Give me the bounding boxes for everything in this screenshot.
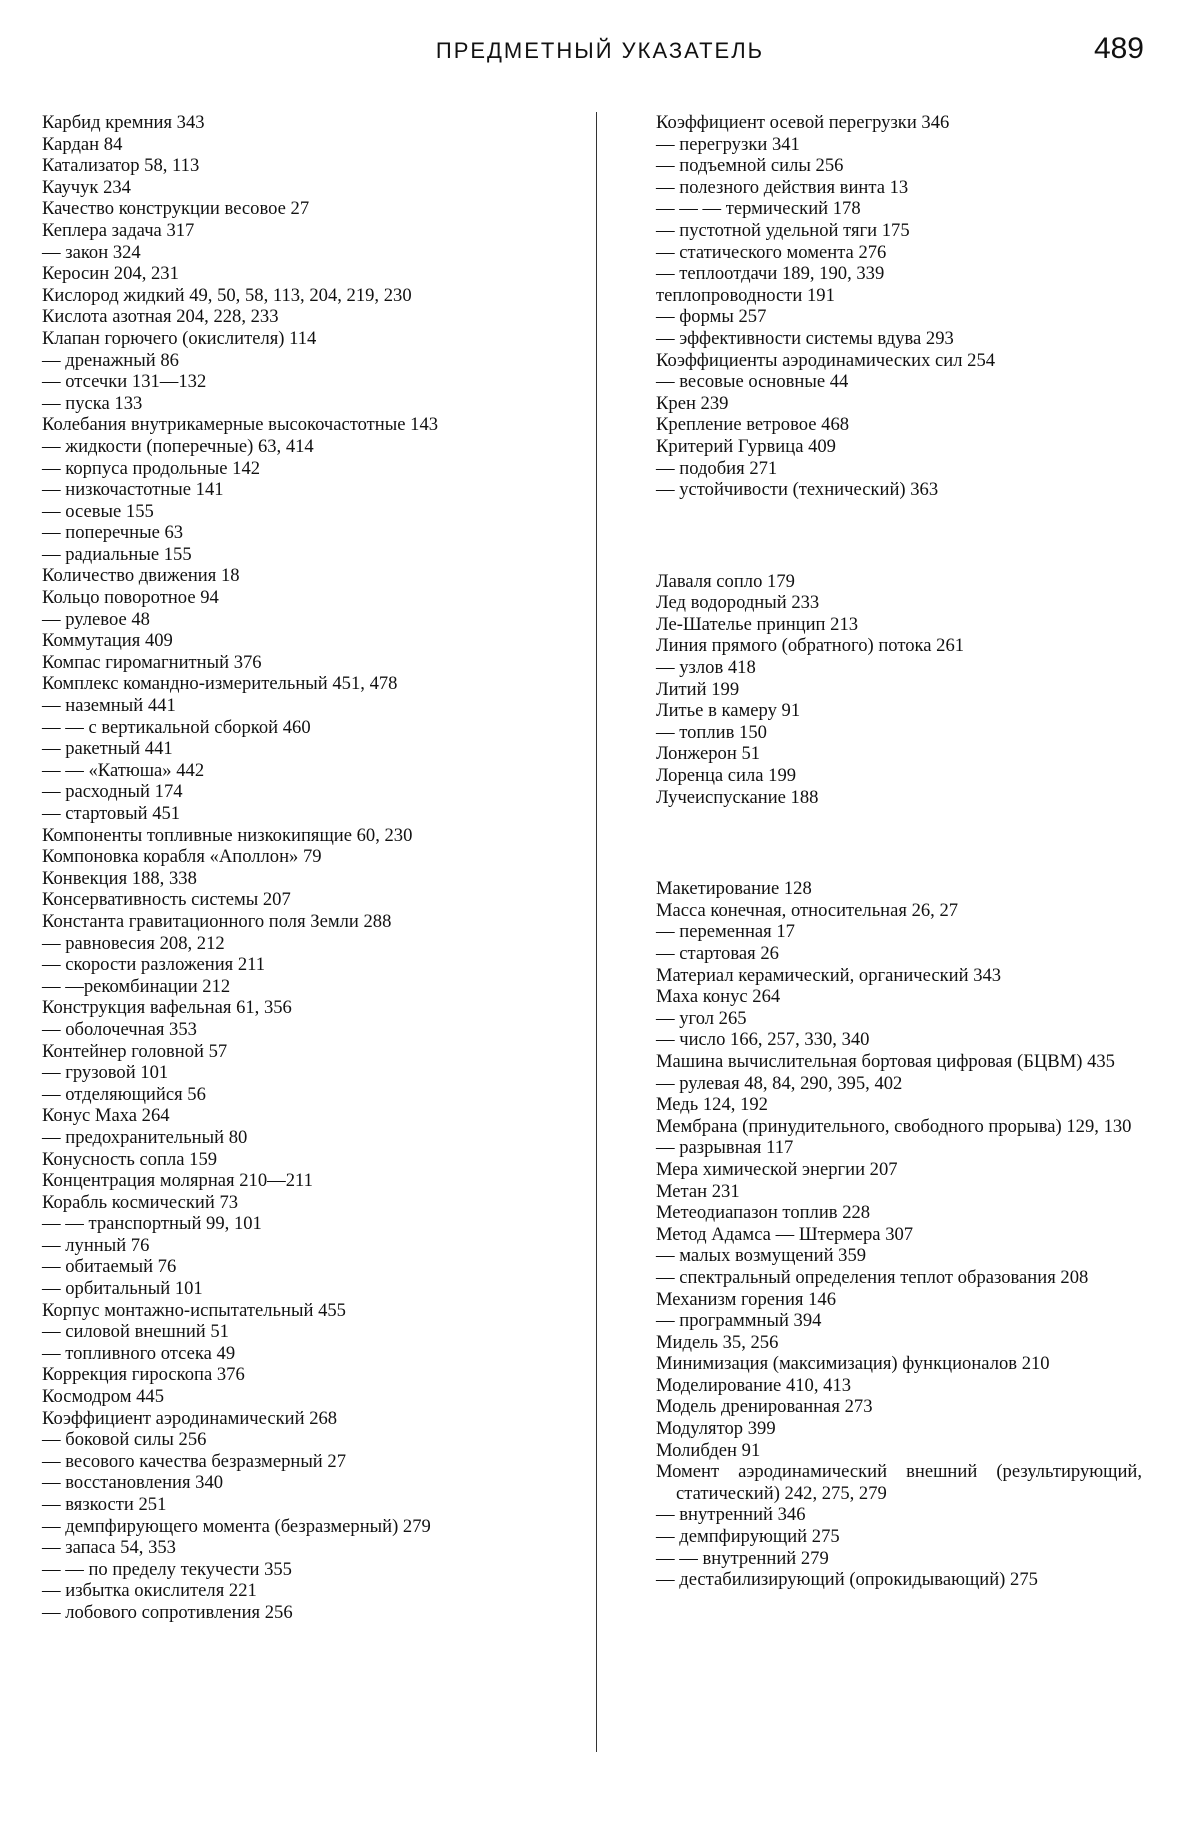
- page-number: 489: [1093, 32, 1144, 65]
- index-entry: — устойчивости (технический) 363: [656, 479, 939, 501]
- index-entry: — вязкости 251: [42, 1494, 167, 1515]
- index-entry: Литье в камеру 91: [656, 700, 801, 722]
- index-entry: — топлив 150: [656, 721, 767, 743]
- index-entry: Колебания внутрикамерные высокочастотные 143: [42, 414, 439, 436]
- index-entry: — ракетный 441: [42, 738, 173, 760]
- index-entry: Масса конечная, относительная 26, 27: [656, 899, 959, 921]
- index-entry: Компоновка корабля «Аполлон» 79: [42, 846, 322, 868]
- index-entry: — теплоотдачи 189, 190, 339: [656, 263, 885, 285]
- index-entry: — узлов 418: [656, 657, 756, 679]
- index-entry: Константа гравитационного поля Земли 288: [42, 910, 392, 932]
- index-entry: Конвекция 188, 338: [42, 867, 197, 889]
- index-entry: Метод Адамса — Штермера 307: [656, 1223, 914, 1245]
- index-entry: Коэффициент аэродинамический 268: [42, 1407, 338, 1429]
- index-entry: Коэффициент осевой перегрузки 346: [656, 112, 950, 133]
- index-entry: — угол 265: [656, 1007, 747, 1029]
- index-entry: — — с вертикальной сборкой 460: [42, 716, 311, 738]
- index-entry: — весового качества безразмерный 27: [42, 1450, 347, 1472]
- index-entry: — орбитальный 101: [42, 1278, 203, 1300]
- index-entry: Корабль космический 73: [42, 1191, 239, 1213]
- index-entry: — корпуса продольные 142: [42, 457, 261, 479]
- running-title: ПРЕДМЕТНЫЙ УКАЗАТЕЛЬ: [435, 38, 765, 63]
- index-entry: Медь 124, 192: [656, 1094, 768, 1116]
- index-entry: Катализатор 58, 113: [42, 155, 200, 177]
- index-entry: — демпфирующий 275: [656, 1526, 840, 1548]
- index-entry: Концентрация молярная 210—211: [42, 1170, 313, 1192]
- index-entry: — подъемной силы 256: [656, 155, 844, 177]
- index-entry: Керосин 204, 231: [42, 263, 179, 285]
- index-entry: Клапан горючего (окислителя) 114: [42, 327, 317, 349]
- index-entry: Компоненты топливные низкокипящие 60, 230: [42, 824, 413, 846]
- index-entry: — малых возмущений 359: [656, 1245, 867, 1267]
- index-entry: — — — термический 178: [656, 198, 861, 220]
- index-entry: — эффективности системы вдува 293: [656, 327, 954, 349]
- index-entry: Ле-Шателье принцип 213: [656, 613, 859, 635]
- index-entry: — внутренний 346: [656, 1504, 806, 1526]
- index-entry: — наземный 441: [42, 695, 176, 717]
- index-entry: Мембрана (принудительного, свободного прорыва) 129, 130: [656, 1115, 1132, 1137]
- index-entry: Модель дренированная 273: [656, 1396, 873, 1418]
- index-entry: Крен 239: [656, 392, 729, 414]
- index-entry: — дренажный 86: [42, 349, 179, 371]
- index-entry: Коммутация 409: [42, 630, 173, 652]
- index-entry: Макетирование 128: [656, 878, 812, 900]
- index-entry: Кислород жидкий 49, 50, 58, 113, 204, 219, 230: [42, 284, 412, 306]
- index-entry: — рулевая 48, 84, 290, 395, 402: [656, 1072, 903, 1094]
- index-entry: Качество конструкции весовое 27: [42, 198, 310, 220]
- index-entry: Мидель 35, 256: [656, 1331, 779, 1353]
- index-entry: — радиальные 155: [42, 543, 192, 565]
- index-entry: Маха конус 264: [656, 986, 781, 1008]
- index-entry: — избытка окислителя 221: [42, 1580, 257, 1602]
- index-entry: — равновесия 208, 212: [42, 932, 225, 954]
- index-entry: Лонжерон 51: [656, 743, 761, 765]
- index-entry: Коэффициенты аэродинамических сил 254: [656, 349, 996, 371]
- index-entry: Контейнер головной 57: [42, 1040, 228, 1062]
- index-entry: — формы 257: [656, 306, 767, 328]
- index-entry: — скорости разложения 211: [42, 954, 266, 976]
- index-entry: Коррекция гироскопа 376: [42, 1364, 245, 1386]
- index-entry: теплопроводности 191: [656, 284, 835, 306]
- index-entry: Мера химической энергии 207: [656, 1158, 898, 1180]
- index-entry: Критерий Гурвица 409: [656, 435, 836, 457]
- index-entry: — полезного действия винта 13: [656, 176, 909, 198]
- index-entry: Молибден 91: [656, 1439, 761, 1461]
- index-entry: Комплекс командно-измерительный 451, 478: [42, 673, 398, 695]
- index-entry: Кольцо поворотное 94: [42, 587, 219, 609]
- page-header: [0, 0, 1200, 80]
- index-entry: Конусность сопла 159: [42, 1148, 218, 1170]
- index-entry: — закон 324: [42, 241, 141, 263]
- index-entry: Метеодиапазон топлив 228: [656, 1202, 871, 1224]
- index-entry: Консервативность системы 207: [42, 889, 291, 911]
- index-entry: — — внутренний 279: [656, 1547, 829, 1569]
- index-entry: — весовые основные 44: [656, 371, 849, 393]
- index-entry: Крепление ветровое 468: [656, 414, 850, 436]
- index-entry: Конус Маха 264: [42, 1105, 170, 1127]
- index-entry: — демпфирующего момента (безразмерный) 279: [42, 1515, 431, 1537]
- index-entry: Количество движения 18: [42, 565, 240, 587]
- index-entry: — подобия 271: [656, 457, 778, 479]
- index-entry: — стартовый 451: [42, 803, 181, 824]
- entry-list: [42, 112, 528, 1624]
- index-entry: — — транспортный 99, 101: [42, 1213, 262, 1235]
- index-entry: Момент аэродинамический внешний (результирующий, статический) 242, 275, 279: [656, 1461, 1142, 1504]
- index-entry: Карбид кремния 343: [42, 112, 205, 133]
- index-entry: — спектральный определения теплот образования 208: [656, 1266, 1089, 1288]
- index-entry: Моделирование 410, 413: [656, 1374, 852, 1396]
- index-entry: Механизм горения 146: [656, 1288, 836, 1310]
- index-entry: — дестабилизирующий (опрокидывающий) 275: [656, 1569, 1038, 1591]
- index-entry: — — по пределу текучести 355: [42, 1558, 292, 1580]
- index-entry: — — «Катюша» 442: [42, 759, 205, 781]
- index-entry: — число 166, 257, 330, 340: [656, 1029, 870, 1051]
- index-entry: — перегрузки 341: [656, 133, 800, 155]
- index-entry: Литий 199: [656, 678, 740, 700]
- index-entry: — статического момента 276: [656, 241, 887, 263]
- index-entry: — разрывная 117: [656, 1137, 794, 1159]
- index-entry: — лунный 76: [42, 1234, 150, 1256]
- index-entry: Корпус монтажно-испытательный 455: [42, 1299, 346, 1321]
- index-entry: — —рекомбинации 212: [42, 975, 231, 997]
- index-entry: Линия прямого (обратного) потока 261: [656, 635, 965, 657]
- index-entry: — отсечки 131—132: [42, 371, 207, 393]
- index-entry: Машина вычислительная бортовая цифровая (БЦВМ) 435: [656, 1050, 1115, 1072]
- index-entry: Модулятор 399: [656, 1418, 776, 1440]
- index-entry: — топливного отсека 49: [42, 1342, 236, 1364]
- index-entry: Кеплера задача 317: [42, 219, 195, 241]
- index-entry: — переменная 17: [656, 921, 795, 943]
- index-entry: Кардан 84: [42, 133, 123, 155]
- index-entry: Лед водородный 233: [656, 592, 820, 614]
- index-column-right: [656, 112, 1142, 1591]
- index-entry: — поперечные 63: [42, 522, 184, 544]
- index-entry: — отделяющийся 56: [42, 1083, 206, 1105]
- index-entry: — программный 394: [656, 1310, 822, 1332]
- index-entry: — грузовой 101: [42, 1062, 169, 1084]
- column-divider: [596, 112, 597, 1752]
- index-entry: — силовой внешний 51: [42, 1321, 229, 1343]
- index-entry: — обитаемый 76: [42, 1256, 177, 1278]
- entry-list: [656, 571, 1142, 809]
- index-entry: — запаса 54, 353: [42, 1537, 176, 1559]
- entry-list: [656, 878, 1142, 1591]
- index-entry: Минимизация (максимизация) функционалов 210: [656, 1353, 1050, 1375]
- entry-list: [656, 112, 1142, 501]
- index-entry: — пуска 133: [42, 392, 143, 414]
- index-entry: Конструкция вафельная 61, 356: [42, 997, 292, 1019]
- index-entry: — осевые 155: [42, 500, 154, 522]
- index-entry: — боковой силы 256: [42, 1429, 207, 1451]
- index-entry: — пустотной удельной тяги 175: [656, 219, 910, 241]
- index-entry: Компас гиромагнитный 376: [42, 651, 262, 673]
- index-entry: Лучеиспускание 188: [656, 786, 819, 808]
- index-entry: — жидкости (поперечные) 63, 414: [42, 435, 314, 457]
- index-entry: Лаваля сопло 179: [656, 570, 795, 592]
- index-entry: — оболочечная 353: [42, 1018, 197, 1040]
- index-entry: — лобового сопротивления 256: [42, 1601, 293, 1623]
- letter-section-gap: [656, 501, 1142, 571]
- index-entry: Космодром 445: [42, 1386, 165, 1408]
- index-entry: — расходный 174: [42, 781, 183, 803]
- index-entry: Материал керамический, органический 343: [656, 964, 1002, 986]
- index-entry: — предохранительный 80: [42, 1126, 248, 1148]
- letter-section-gap: [656, 808, 1142, 878]
- index-entry: — низкочастотные 141: [42, 479, 224, 501]
- index-entry: Метан 231: [656, 1180, 740, 1202]
- index-column-left: [42, 112, 528, 1624]
- index-entry: Каучук 234: [42, 176, 131, 198]
- index-entry: — восстановления 340: [42, 1472, 224, 1494]
- index-entry: — стартовая 26: [656, 943, 779, 964]
- index-entry: — рулевое 48: [42, 608, 150, 630]
- index-entry: Кислота азотная 204, 228, 233: [42, 306, 279, 328]
- index-entry: Лоренца сила 199: [656, 765, 797, 787]
